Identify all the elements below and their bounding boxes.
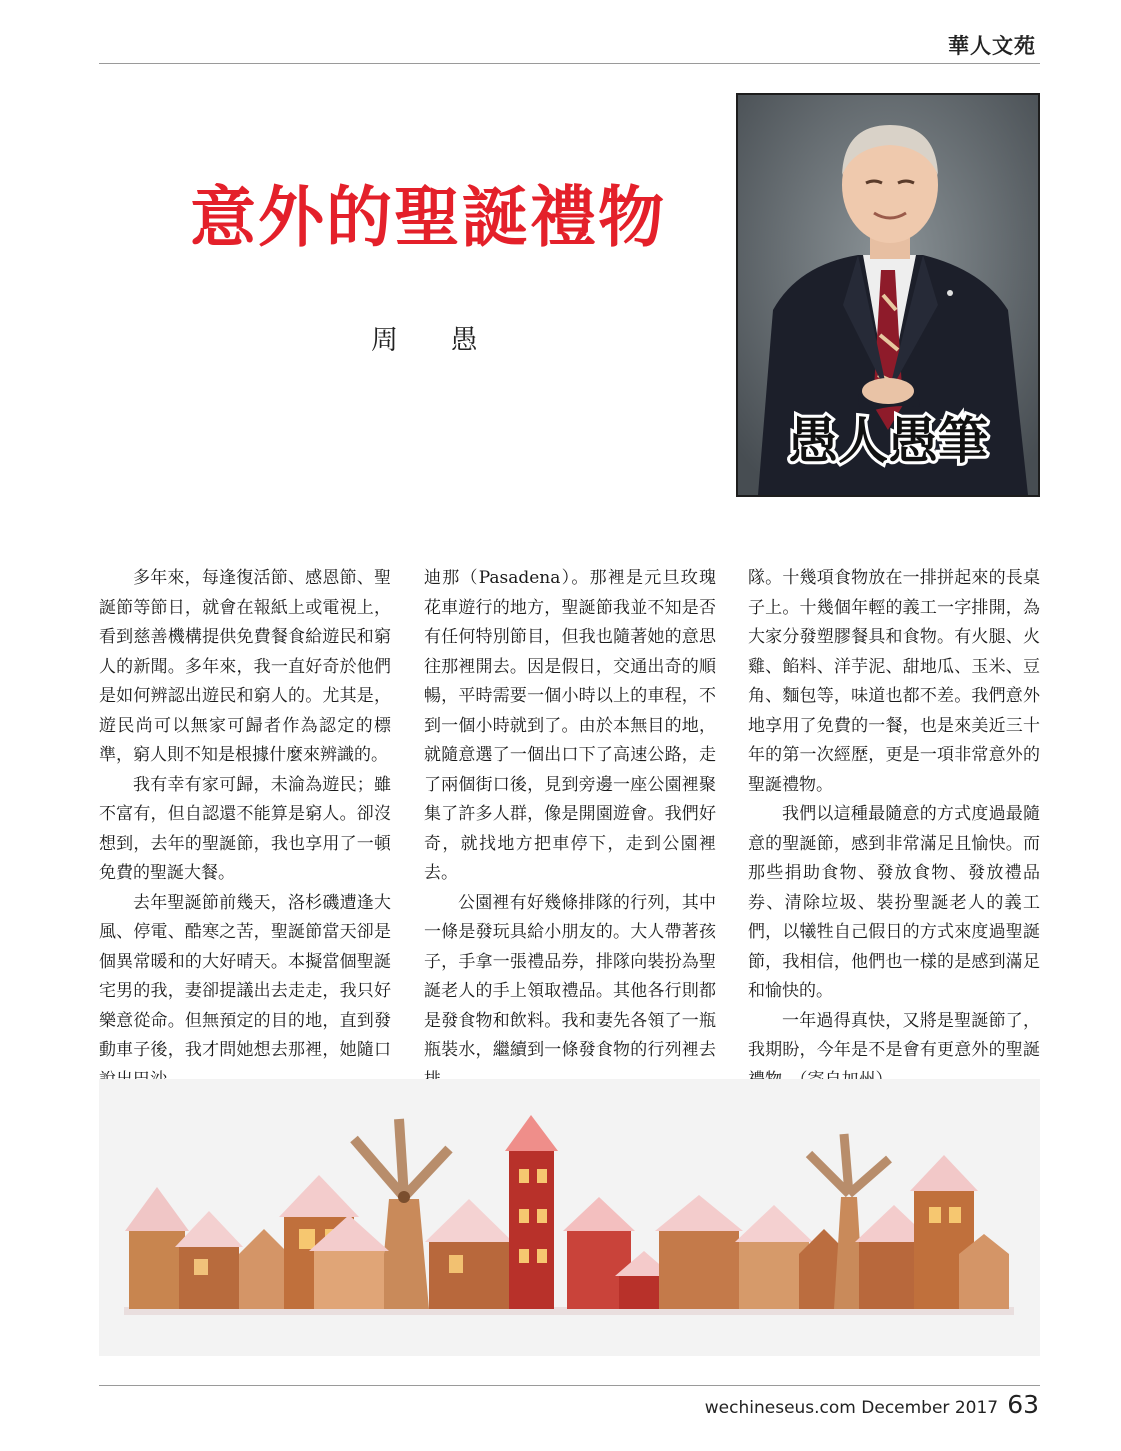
- footer-site-date: wechineseus.com December 2017: [704, 1398, 999, 1418]
- christmas-village-illustration: [99, 1079, 1040, 1356]
- paragraph: 迪那（Pasadena）。那裡是元旦玫瑰花車遊行的地方，聖誕節我並不知是否有任何特別節目，但我也隨著她的意思往那裡開去。因是假日，交通出奇的順暢，平時需要一個小時以上的車程，不到一個小時就到了。由於本無目的地，就隨意選了一個出口下了高速公路，走了兩個街口後，見到旁邊一座公園裡聚集了許多人群，像是開園遊會。我們好奇，就找地方把車停下，走到公園裡去。: [424, 568, 716, 883]
- paragraph: 去年聖誕節前幾天，洛杉磯遭逢大風、停電、酷寒之苦，聖誕節當天卻是個異常暖和的大好晴天。本擬當個聖誕宅男的我，妻卻提議出去走走，我只好樂意從命。但無預定的目的地，直到發動車子後，我才問她想去那裡，她隨口: [99, 892, 391, 1060]
- village-houses-graphic: [99, 1079, 1040, 1356]
- author-portrait-illustration: [738, 95, 1038, 495]
- page-footer: [705, 1390, 1039, 1419]
- paragraph: 一年過得真快，又將是聖誕節了，我期盼，今年是不是會有更意外的聖誕: [748, 1010, 1040, 1060]
- paragraph: 我們以這種最隨意的方式度過最隨意的聖誕節，感到非常滿足且愉快。而那些捐助食物、發放食物、發放禮品券、清除垃圾、裝扮聖誕老人的義工們，以犧牲自己假日的方式來度過聖誕節，我相信，他們也一樣的是感到滿足和愉快的。: [748, 804, 1040, 1001]
- article-title: 意外的聖誕禮物: [190, 179, 666, 256]
- paragraph: 公園裡有好幾條排隊的行列，其中一條是發玩具給小朋友的。大人帶著孩子，手拿一張禮品券，排隊向裝扮為聖誕老人的手上領取禮品。其他各行則都是發食物和飲料。我和妻先各領了一瓶瓶裝水，繼續到一條發食物的行列裡去: [424, 892, 716, 1060]
- column-3: [748, 564, 1040, 1095]
- photo-caption: 愚人愚筆: [788, 411, 988, 470]
- column-2: [424, 564, 716, 1095]
- section-header: 華人文苑: [948, 34, 1036, 58]
- page-number: 63: [1007, 1390, 1039, 1419]
- author-photo: [736, 93, 1040, 497]
- column-1: [99, 564, 391, 1095]
- paragraph: 我有幸有家可歸，未淪為遊民；雖不富有，但自認還不能算是窮人。卻沒想到，去年的聖誕節，我也享用了一頓免費的聖誕大餐。: [99, 774, 391, 883]
- paragraph: 多年來，每逢復活節、感恩節、聖誕節等節日，就會在報紙上或電視上，看到慈善機構提供免費餐食給遊民和窮人的新聞。多年來，我一直好奇於他們是如何辨認出遊民和窮人的。尤其是，遊民尚可以無家可歸者作為認定的標準，窮人則不知是根據什麼來辨識的。: [99, 568, 391, 765]
- top-rule: [99, 63, 1040, 64]
- bottom-rule: [99, 1385, 1040, 1386]
- paragraph: 隊。十幾項食物放在一排拼起來的長桌子上。十幾個年輕的義工一字排開，為大家分發塑膠餐具和食物。有火腿、火雞、餡料、洋芋泥、甜地瓜、玉米、豆角、麵包等，味道也都不差。我們意外地享用了免費的一餐，也是來美近三十年的第一次經歷，更是一項非常意外的聖誕禮物。: [748, 568, 1040, 795]
- author-name: 周 愚: [371, 325, 500, 356]
